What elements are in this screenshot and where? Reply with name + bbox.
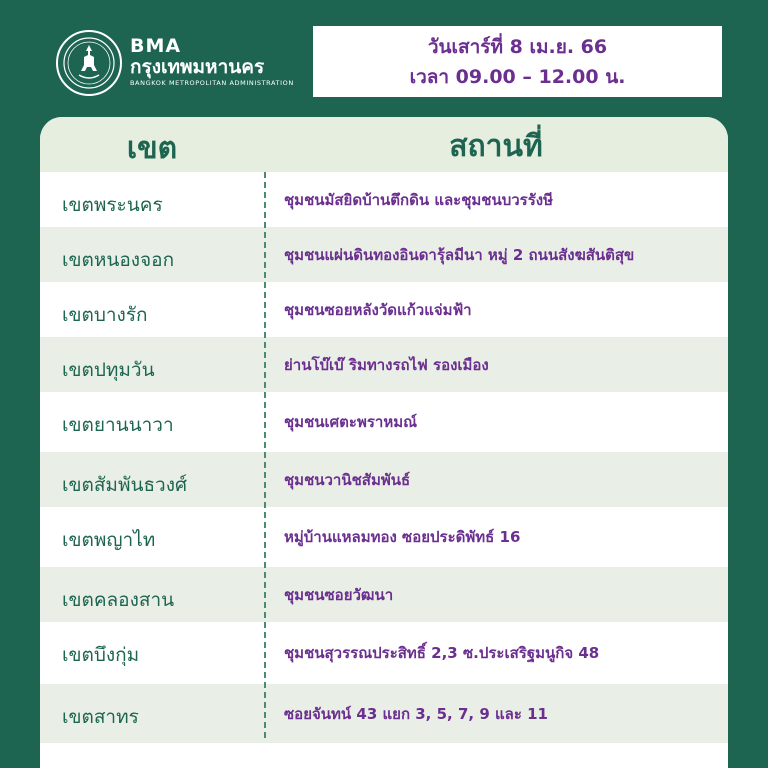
time-line: เวลา 09.00 – 12.00 น. [409,65,626,88]
district-cell: เขตพระนคร [62,194,163,216]
place-cell: ย่านโบ๊เบ๊ ริมทางรถไฟ รองเมือง [284,355,489,374]
table-row [40,622,728,684]
table-body [40,172,728,743]
table-row [40,227,728,282]
district-cell: เขตพญาไท [62,529,156,551]
date-time-box [313,26,722,97]
table-row [40,684,728,743]
table-row [40,172,728,227]
org-abbreviation: BMA [130,35,182,57]
schedule-table [40,117,728,768]
district-cell: เขตปทุมวัน [62,359,155,381]
place-cell: ชุมชนมัสยิดบ้านตึกดิน และชุมชนบวรรังษี [284,190,554,209]
table-row [40,452,728,507]
district-cell: เขตยานนาวา [62,414,174,436]
table-row [40,507,728,567]
district-cell: เขตคลองสาน [62,589,175,611]
organization-name [130,36,294,87]
column-header-place: สถานที่ [449,129,543,164]
district-cell: เขตบึงกุ่ม [62,644,140,666]
place-cell: ชุมชนสุวรรณประสิทธิ์ 2,3 ซ.ประเสริฐมนูกิจ 48 [284,644,600,662]
place-cell: ชุมชนซอยวัฒนา [284,585,394,604]
table-row [40,337,728,392]
place-cell: ชุมชนวานิชสัมพันธ์ [284,470,411,489]
place-cell: ชุมชนซอยหลังวัดแก้วแจ่มฟ้า [284,300,472,319]
place-cell: ชุมชนเศตะพราหมณ์ [284,413,418,431]
place-cell: หมู่บ้านแหลมทอง ซอยประดิพัทธ์ 16 [284,528,521,546]
column-divider [264,172,266,738]
place-cell: ซอยจันทน์ 43 แยก 3, 5, 7, 9 และ 11 [284,704,548,723]
seal-icon [61,35,117,91]
table-row [40,567,728,622]
org-name-thai: กรุงเทพมหานคร [130,56,265,78]
date-line: วันเสาร์ที่ 8 เม.ย. 66 [427,35,608,58]
district-cell: เขตสาทร [62,706,139,728]
district-cell: เขตบางรัก [62,304,148,326]
table-row [40,392,728,452]
bma-seal-logo [56,30,122,96]
district-cell: เขตสัมพันธวงศ์ [62,474,188,496]
table-row [40,282,728,337]
place-cell: ชุมชนแผ่นดินทองอินดารุ้ลมีนา หมู่ 2 ถนนสังฆสันติสุข [284,245,635,264]
district-cell: เขตหนองจอก [62,249,175,271]
table-header [40,117,728,172]
column-header-district: เขต [126,131,178,166]
org-name-english: BANGKOK METROPOLITAN ADMINISTRATION [130,79,294,87]
